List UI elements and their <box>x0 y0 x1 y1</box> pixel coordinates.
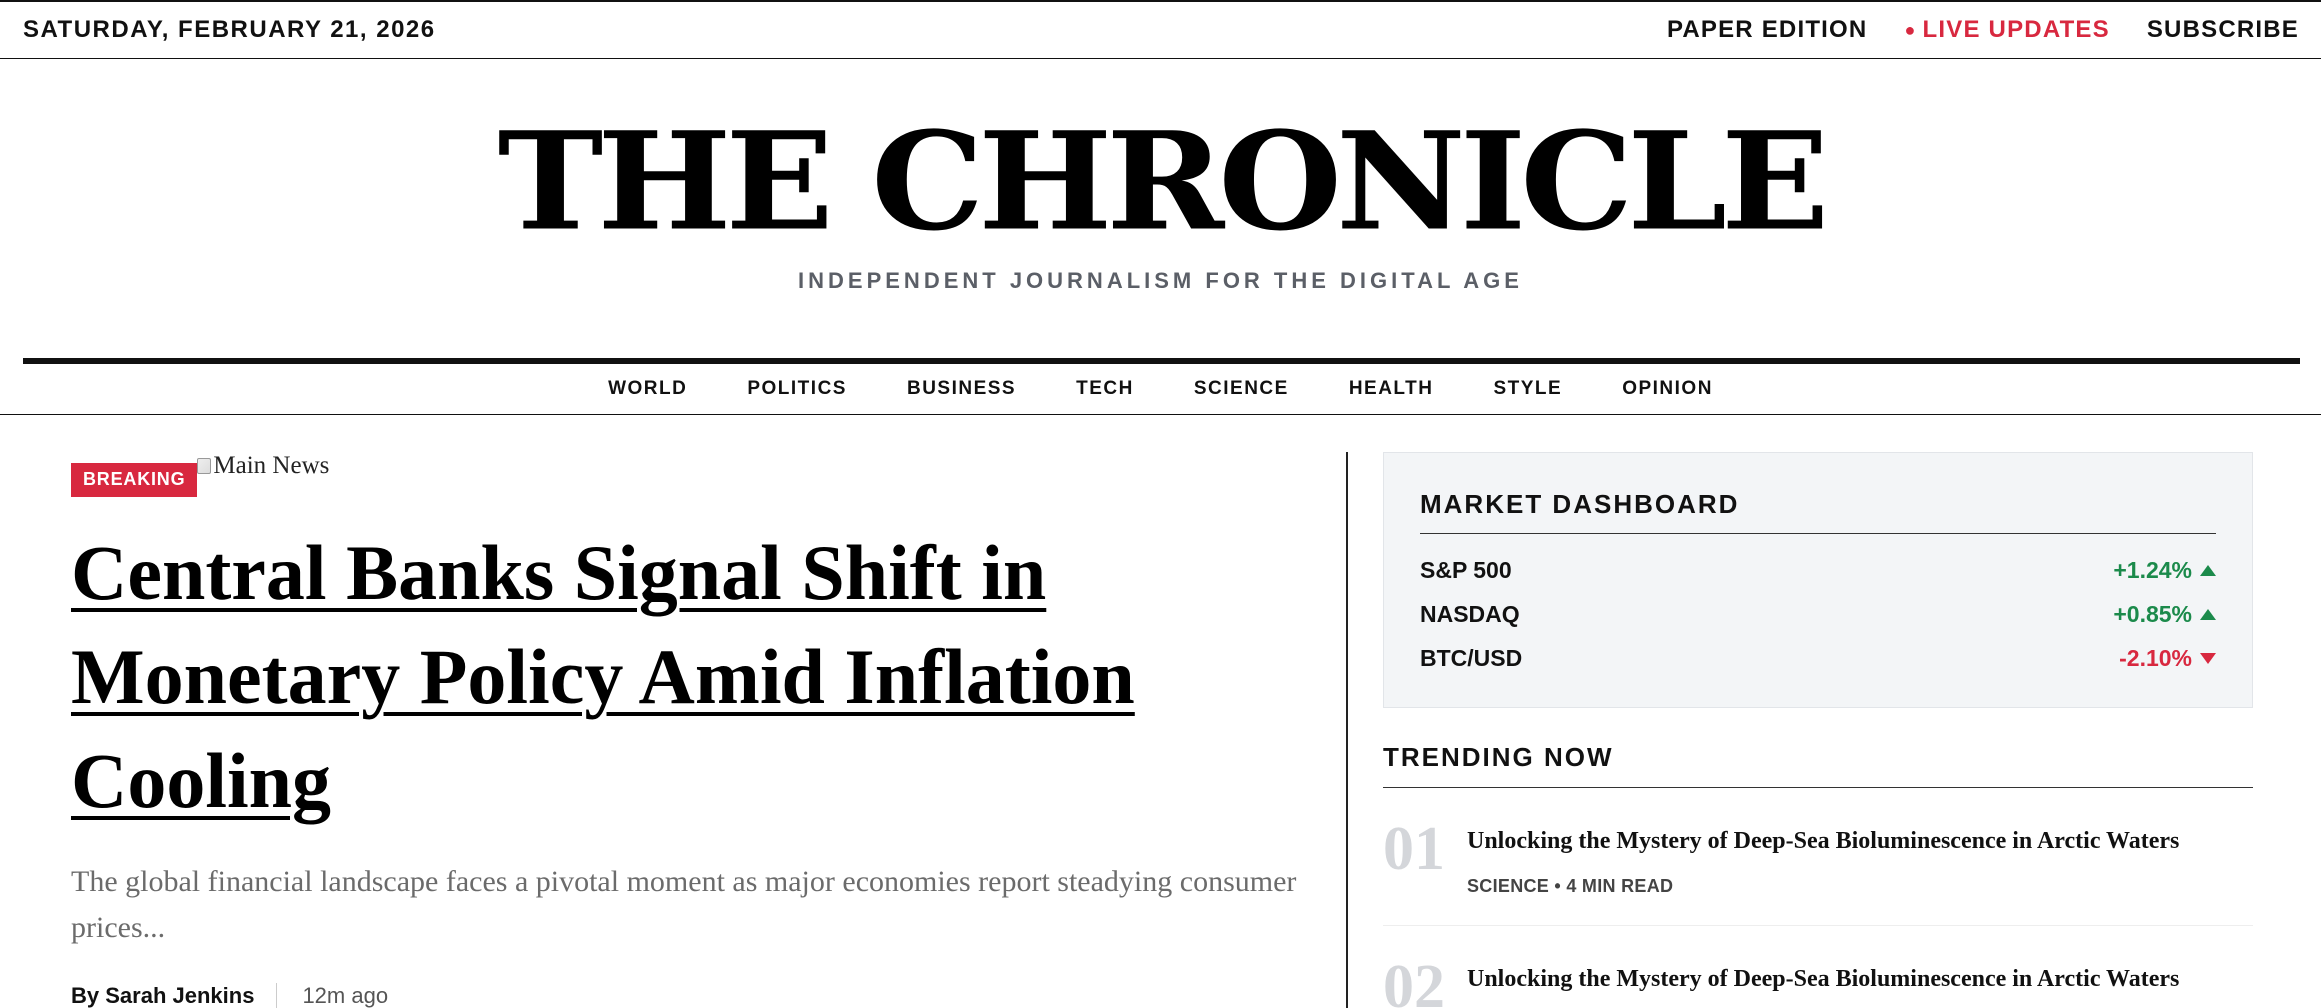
site-tagline: INDEPENDENT JOURNALISM FOR THE DIGITAL AGE <box>798 268 1523 293</box>
arrow-up-icon <box>2200 565 2216 576</box>
trending-headline[interactable]: Unlocking the Mystery of Deep-Sea Bioluminescence in Arctic Waters <box>1467 828 2180 854</box>
ticker-change-value: -2.10% <box>2119 644 2192 671</box>
arrow-down-icon <box>2200 653 2216 664</box>
nav-item-opinion[interactable]: OPINION <box>1622 378 1713 399</box>
paper-edition-link[interactable]: PAPER EDITION <box>1666 16 1868 43</box>
ticker-change <box>2113 601 2216 628</box>
top-bar <box>0 0 2321 59</box>
nav-item-science[interactable]: SCIENCE <box>1193 378 1289 399</box>
breaking-badge: BREAKING <box>71 463 197 497</box>
live-updates-link[interactable] <box>1904 16 2109 44</box>
published-time: 12m ago <box>302 983 389 1008</box>
ticker-name: S&P 500 <box>1420 556 1512 583</box>
broken-image-icon <box>197 458 211 474</box>
live-dot-icon: ● <box>1904 19 1917 40</box>
trending-meta: SCIENCE • 4 MIN READ <box>1467 876 1674 896</box>
main-news-image[interactable] <box>197 452 329 480</box>
column-divider <box>1346 452 1348 1008</box>
trending-item[interactable] <box>1383 926 2253 1008</box>
market-dashboard <box>1383 452 2253 708</box>
trending-headline[interactable]: Unlocking the Mystery of Deep-Sea Bioluminescence in Arctic Waters <box>1467 966 2180 992</box>
section-nav <box>0 364 2321 415</box>
lead-story-header <box>71 452 329 497</box>
site-logo-title[interactable]: THE CHRONICLE <box>497 103 1824 261</box>
ticker-change-value: +1.24% <box>2113 556 2192 583</box>
nav-item-style[interactable]: STYLE <box>1493 378 1563 399</box>
market-rows <box>1420 548 2216 680</box>
nav-item-politics[interactable]: POLITICS <box>747 378 847 399</box>
market-row[interactable] <box>1420 548 2216 592</box>
current-date: SATURDAY, FEBRUARY 21, 2026 <box>23 16 436 43</box>
main-news-image-alt: Main News <box>213 452 330 479</box>
masthead <box>0 59 2321 359</box>
market-row[interactable] <box>1420 592 2216 636</box>
market-row[interactable] <box>1420 636 2216 680</box>
ticker-change <box>2113 557 2216 584</box>
trending-rank: 02 <box>1383 953 1445 1008</box>
live-updates-label: LIVE UPDATES <box>1922 16 2110 43</box>
nav-item-health[interactable]: HEALTH <box>1348 378 1434 399</box>
trending-section <box>1383 742 2253 1008</box>
author-name[interactable]: By Sarah Jenkins <box>71 983 277 1008</box>
nav-item-business[interactable]: BUSINESS <box>906 378 1017 399</box>
lead-headline[interactable]: Central Banks Signal Shift in Monetary Policy Amid Inflation Cooling <box>71 529 1135 824</box>
arrow-up-icon <box>2200 609 2216 620</box>
byline <box>71 983 388 1008</box>
ticker-name: NASDAQ <box>1420 600 1520 627</box>
ticker-change <box>2119 645 2216 672</box>
subscribe-link[interactable]: SUBSCRIBE <box>2146 16 2299 43</box>
market-dashboard-title: MARKET DASHBOARD <box>1420 489 2216 534</box>
nav-item-tech[interactable]: TECH <box>1076 378 1134 399</box>
trending-rank: 01 <box>1383 815 1445 883</box>
ticker-change-value: +0.85% <box>2113 600 2192 627</box>
lead-summary: The global financial landscape faces a pivotal moment as major economies report steadying consumer prices... <box>71 865 1297 944</box>
trending-title: TRENDING NOW <box>1383 742 2253 788</box>
trending-item[interactable] <box>1383 788 2253 926</box>
top-bar-links <box>1667 16 2299 44</box>
ticker-name: BTC/USD <box>1420 644 1523 671</box>
nav-item-world[interactable]: WORLD <box>608 378 688 399</box>
